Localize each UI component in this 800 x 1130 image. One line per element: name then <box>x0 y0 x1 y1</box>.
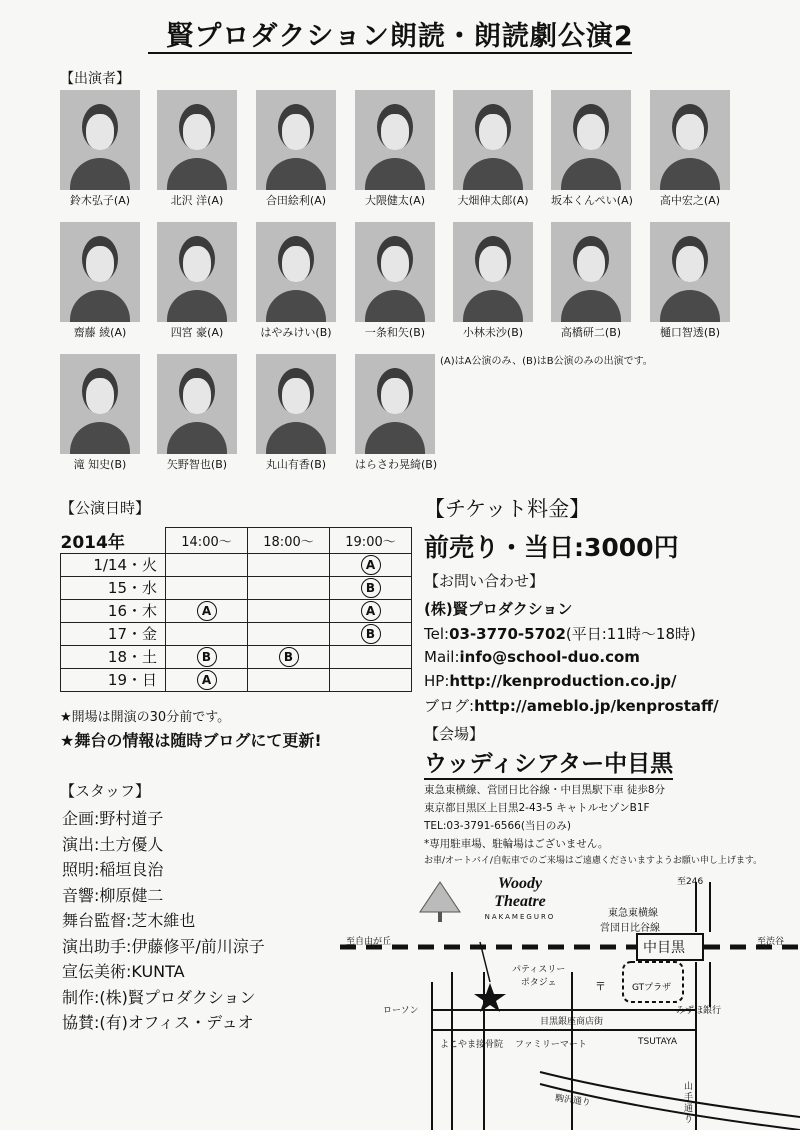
cast-member <box>157 222 237 340</box>
schedule-date: 17・金 <box>61 622 166 645</box>
cast-photo <box>453 222 533 322</box>
cast-member <box>60 90 140 208</box>
schedule-slot <box>166 599 248 622</box>
schedule-date: 19・日 <box>61 668 166 691</box>
performance-mark: B <box>361 624 381 644</box>
map-tsutaya: TSUTAYA <box>638 1037 678 1047</box>
schedule-slot <box>248 645 330 668</box>
cast-photo <box>60 90 140 190</box>
cast-member <box>256 354 336 472</box>
map-lawson: ローソン <box>383 1006 419 1016</box>
cast-photo <box>256 222 336 322</box>
cast-member <box>355 90 435 208</box>
blog-link[interactable]: http://ameblo.jp/kenprostaff/ <box>474 697 719 715</box>
map-yokoyama: よこやま接骨院 <box>440 1040 504 1050</box>
schedule-date: 1/14・火 <box>61 553 166 576</box>
map-to-shibuya: 至渋谷 <box>757 937 785 947</box>
map-patisserie: パティスリー ポタジェ <box>512 965 566 988</box>
venue-name: ウッディシアター中目黒 <box>424 745 673 780</box>
contact-mail-line <box>424 648 640 666</box>
venue-heading: 【会場】 <box>424 725 485 743</box>
mail-label: Mail: <box>424 648 460 666</box>
schedule-date: 15・水 <box>61 576 166 599</box>
cast-note: (A)はA公演のみ、(B)はB公演のみの出演です。 <box>440 356 653 367</box>
hp-link[interactable]: http://kenproduction.co.jp/ <box>449 672 677 690</box>
schedule-year: 2014年 <box>60 532 125 553</box>
venue-parking: *専用駐車場、駐輪場はございません。 <box>424 838 609 850</box>
time-header: 14:00〜 <box>166 528 248 554</box>
cast-name: 小林未沙(B) <box>462 326 524 339</box>
svg-text:〒: 〒 <box>595 981 606 993</box>
schedule-table <box>60 527 412 692</box>
cast-name: はやみけい(B) <box>260 326 332 339</box>
cast-member <box>355 222 435 340</box>
performance-mark: A <box>197 601 217 621</box>
schedule-slot <box>248 622 330 645</box>
cast-name: 矢野智也(B) <box>166 458 228 471</box>
cast-photo <box>551 222 631 322</box>
cast-photo <box>355 354 435 454</box>
schedule-slot <box>330 645 412 668</box>
cast-member <box>551 90 631 208</box>
schedule-slot <box>166 576 248 599</box>
cast-member <box>256 222 336 340</box>
hp-label: HP: <box>424 672 450 690</box>
cast-photo <box>157 222 237 322</box>
cast-photo <box>650 222 730 322</box>
schedule-slot <box>330 553 412 576</box>
map-yamate: 山手通り <box>684 1082 694 1125</box>
map-to-jiyugaoka: 至自由が丘 <box>346 937 392 947</box>
contact-blog-line <box>424 695 719 716</box>
cast-name: 齋藤 綾(A) <box>73 326 127 339</box>
time-header: 18:00〜 <box>248 528 330 554</box>
schedule-date: 16・木 <box>61 599 166 622</box>
schedule-row <box>61 668 412 691</box>
cast-name: 坂本くんぺい(A) <box>551 194 633 207</box>
cast-member <box>60 222 140 340</box>
schedule-slot <box>166 553 248 576</box>
cast-name: はらさわ晃綺(B) <box>355 458 438 471</box>
map-logo-theatre: Theatre <box>494 893 546 910</box>
ticket-price: 前売り・当日:3000円 <box>424 533 679 562</box>
cast-member <box>157 90 237 208</box>
map-shotengai: 目黒銀座商店街 <box>540 1017 604 1027</box>
cast-photo <box>157 354 237 454</box>
staff-item: 音響:柳原健二 <box>62 885 164 905</box>
performance-mark: B <box>197 647 217 667</box>
contact-hp-line <box>424 672 677 690</box>
map-line-hibiya: 営団日比谷線 <box>600 923 660 934</box>
mail-link[interactable]: info@school-duo.com <box>459 648 640 666</box>
schedule-slot <box>330 599 412 622</box>
ticket-heading: 【チケット料金】 <box>424 497 591 521</box>
cast-name: 一条和矢(B) <box>364 326 426 339</box>
cast-photo <box>551 90 631 190</box>
schedule-slot <box>166 645 248 668</box>
performance-mark: A <box>197 670 217 690</box>
cast-name: 丸山有香(B) <box>265 458 327 471</box>
performance-mark: B <box>361 578 381 598</box>
contact-heading: 【お問い合わせ】 <box>424 572 545 590</box>
staff-item: 演出助手:伊藤修平/前川涼子 <box>62 936 265 956</box>
schedule-note-blog: ★舞台の情報は随時ブログにて更新! <box>60 731 322 750</box>
cast-name: 鈴木弘子(A) <box>69 194 131 207</box>
staff-heading: 【スタッフ】 <box>60 782 151 800</box>
schedule-heading: 【公演日時】 <box>60 499 151 517</box>
cast-photo <box>60 222 140 322</box>
schedule-row <box>61 599 412 622</box>
time-header: 19:00〜 <box>330 528 412 554</box>
cast-name: 滝 知史(B) <box>73 458 127 471</box>
cast-photo <box>157 90 237 190</box>
contact-company: (株)賢プロダクション <box>424 600 573 618</box>
venue-request: お車/オートバイ/自転車でのご来場はご遠慮くださいますようお願い申し上げます。 <box>424 856 763 866</box>
cast-member <box>650 222 730 340</box>
cast-heading: 【出演者】 <box>60 71 130 87</box>
cast-member <box>551 222 631 340</box>
contact-tel-line <box>424 623 696 644</box>
cast-name: 合田絵利(A) <box>265 194 327 207</box>
cast-member <box>650 90 730 208</box>
performance-mark: A <box>361 555 381 575</box>
cast-name: 北沢 洋(A) <box>170 194 224 207</box>
schedule-row <box>61 645 412 668</box>
schedule-row <box>61 576 412 599</box>
staff-item: 企画:野村道子 <box>62 809 164 828</box>
map-logo-sub: NAKAMEGURO <box>484 913 556 921</box>
map-logo-woody: Woody <box>497 875 543 892</box>
cast-name: 高中宏之(A) <box>659 194 721 207</box>
cast-photo <box>355 222 435 322</box>
theatre-star-icon <box>474 983 506 1012</box>
cast-member <box>256 90 336 208</box>
cast-name: 大隈健太(A) <box>364 194 426 207</box>
cast-photo <box>60 354 140 454</box>
staff-item: 舞台監督:芝木維也 <box>62 911 196 930</box>
tel-label: Tel: <box>424 625 450 643</box>
venue-address: 東京都目黒区上目黒2-43-5 キャトルセゾンB1F <box>424 802 650 814</box>
map-station-name: 中目黒 <box>643 940 685 956</box>
map-mizuho: みずほ銀行 <box>676 1006 722 1016</box>
cast-member <box>157 354 237 472</box>
cast-photo <box>256 90 336 190</box>
cast-photo <box>355 90 435 190</box>
schedule-slot <box>330 622 412 645</box>
venue-tel: TEL:03-3791-6566(当日のみ) <box>424 820 572 832</box>
map-to-246: 至246 <box>677 877 704 887</box>
schedule-slot <box>330 668 412 691</box>
staff-item: 制作:(株)賢プロダクション <box>62 987 256 1007</box>
tree-logo-icon <box>420 882 460 912</box>
cast-photo <box>453 90 533 190</box>
schedule-slot <box>166 622 248 645</box>
cast-member <box>453 222 533 340</box>
staff-item: 宣伝美術:KUNTA <box>62 962 185 981</box>
venue-access: 東急東横線、営団日比谷線・中目黒駅下車 徒歩8分 <box>424 784 666 796</box>
map-gt-plaza: GTプラザ <box>632 983 672 993</box>
schedule-slot <box>330 576 412 599</box>
cast-name: 四宮 豪(A) <box>170 326 224 339</box>
schedule-note-open: ★開場は開演の30分前です。 <box>60 710 231 725</box>
schedule-slot <box>248 599 330 622</box>
schedule-date: 18・土 <box>61 645 166 668</box>
schedule-row <box>61 553 412 576</box>
title-underline <box>148 52 632 54</box>
map-line-tokyu: 東急東横線 <box>608 908 658 919</box>
map-komazawa: 駒沢通り <box>554 1093 592 1109</box>
cast-member <box>453 90 533 208</box>
schedule-slot <box>166 668 248 691</box>
performance-mark: A <box>361 601 381 621</box>
page-title: 賢プロダクション朗読・朗読劇公演2 <box>166 21 634 52</box>
cast-name: 大畑伸太郎(A) <box>457 194 529 207</box>
tel-hours: (平日:11時〜18時) <box>565 625 696 643</box>
cast-photo <box>256 354 336 454</box>
cast-photo <box>650 90 730 190</box>
performance-mark: B <box>279 647 299 667</box>
staff-item: 演出:土方優人 <box>62 834 164 854</box>
staff-item: 協賛:(有)オフィス・デュオ <box>62 1013 254 1032</box>
cast-member <box>355 354 438 472</box>
map-familymart: ファミリーマート <box>515 1040 587 1050</box>
schedule-slot <box>248 668 330 691</box>
schedule-row <box>61 622 412 645</box>
cast-name: 高橋研二(B) <box>560 326 622 339</box>
schedule-slot <box>248 576 330 599</box>
blog-label: ブログ: <box>424 697 475 715</box>
tel-number[interactable]: 03-3770-5702 <box>449 625 566 643</box>
staff-item: 照明:稲垣良治 <box>62 860 164 879</box>
schedule-slot <box>248 553 330 576</box>
cast-name: 樋口智透(B) <box>659 326 721 339</box>
cast-member <box>60 354 140 472</box>
